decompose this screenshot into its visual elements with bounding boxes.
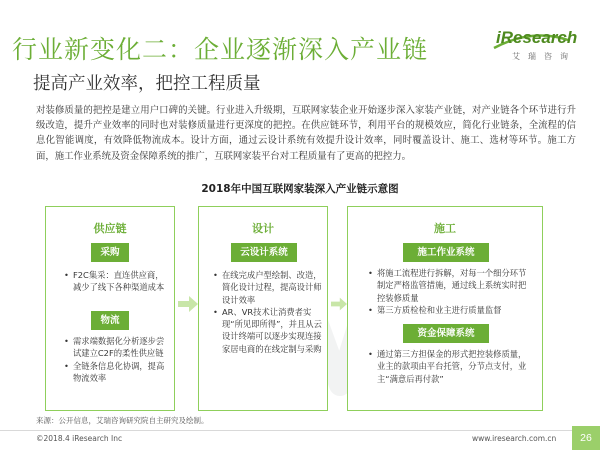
footer-divider (0, 430, 600, 431)
list-item: • 需求端数据化分析逐步尝试建立C2F的柔性供应链 (64, 335, 170, 360)
construction-heading: 施工 (434, 222, 456, 235)
cloud-design-pill: 云设计系统 (231, 243, 297, 262)
design-box (198, 206, 328, 411)
design-list (213, 269, 325, 355)
supply-chain-box (45, 206, 175, 411)
list-item: • F2C集采：直连供应商，减少了线下各种渠道成本 (64, 269, 170, 294)
page-number: 26 (572, 426, 600, 450)
logo-brand: iResearch (496, 28, 578, 47)
diagram-title: 2018年中国互联网家装深入产业链示意图 (201, 183, 399, 195)
supply-chain-heading: 供应链 (93, 222, 127, 235)
construction-system-pill: 施工作业系统 (403, 243, 489, 262)
iresearch-logo (492, 28, 578, 66)
list-item: • 全链条信息化协调，提高物流效率 (64, 360, 170, 385)
fund-guarantee-list (368, 348, 532, 385)
intro-paragraph: 对装修质量的把控是建立用户口碑的关键。行业进入升级期，互联网家装企业开始逐步深入家装产业链，对产业链各个环节进行升级改造，提升产业效率的同时也对装修质量进行更深度的把控。在供应链环节，利用平台的规模效应，简化行业链条，全流程的信息化智能调度，有效降低物流成本。设计方面，通过云设计系统有效提升设计效率，同时覆盖设计、施工、选材等环节。施工方面，施工作业系统及资金保障系统的推广，互联网家装平台对工程质量有了更高的把控力。 (36, 105, 576, 162)
list-item: • 通过第三方担保金的形式把控装修质量，业主的款项由平台托管，分节点支付，业主“满意后再付款” (368, 348, 532, 385)
construction-box (347, 206, 543, 411)
source-note: 来源：公开信息，艾瑞咨询研究院自主研究及绘制。 (36, 416, 209, 425)
logo-subtext: 艾瑞咨询 (512, 52, 576, 61)
right-arrow-icon (331, 296, 347, 312)
fund-guarantee-pill: 资金保障系统 (403, 324, 489, 343)
list-item: • 在线完成户型绘制、改造，简化设计过程，提高设计师设计效率 (213, 269, 325, 306)
list-item: • 将施工流程进行拆解，对每一个细分环节制定严格监管措施，通过线上系统实时把控装修质量 (368, 267, 532, 304)
logistics-list (64, 335, 170, 384)
website-link[interactable]: www.iresearch.com.cn (472, 434, 557, 443)
right-arrow-icon (178, 296, 198, 312)
construction-system-list (368, 267, 532, 316)
procurement-list (64, 269, 170, 294)
logistics-pill: 物流 (91, 311, 129, 330)
list-item: • 第三方质检检和业主进行质量监督 (368, 304, 532, 316)
design-heading: 设计 (252, 222, 274, 235)
copyright-text: ©2018.4 iResearch Inc (36, 434, 123, 443)
list-item: • AR、VR技术让消费者实现“所见即所得”，并且从云设计终端可以逐步实现连接家居电商的在线定制与采购 (213, 306, 325, 355)
page-title: 行业新变化二：企业逐渐深入产业链 (12, 35, 429, 64)
page-subtitle: 提高产业效率，把控工程质量 (33, 74, 261, 94)
procurement-pill: 采购 (91, 243, 129, 262)
